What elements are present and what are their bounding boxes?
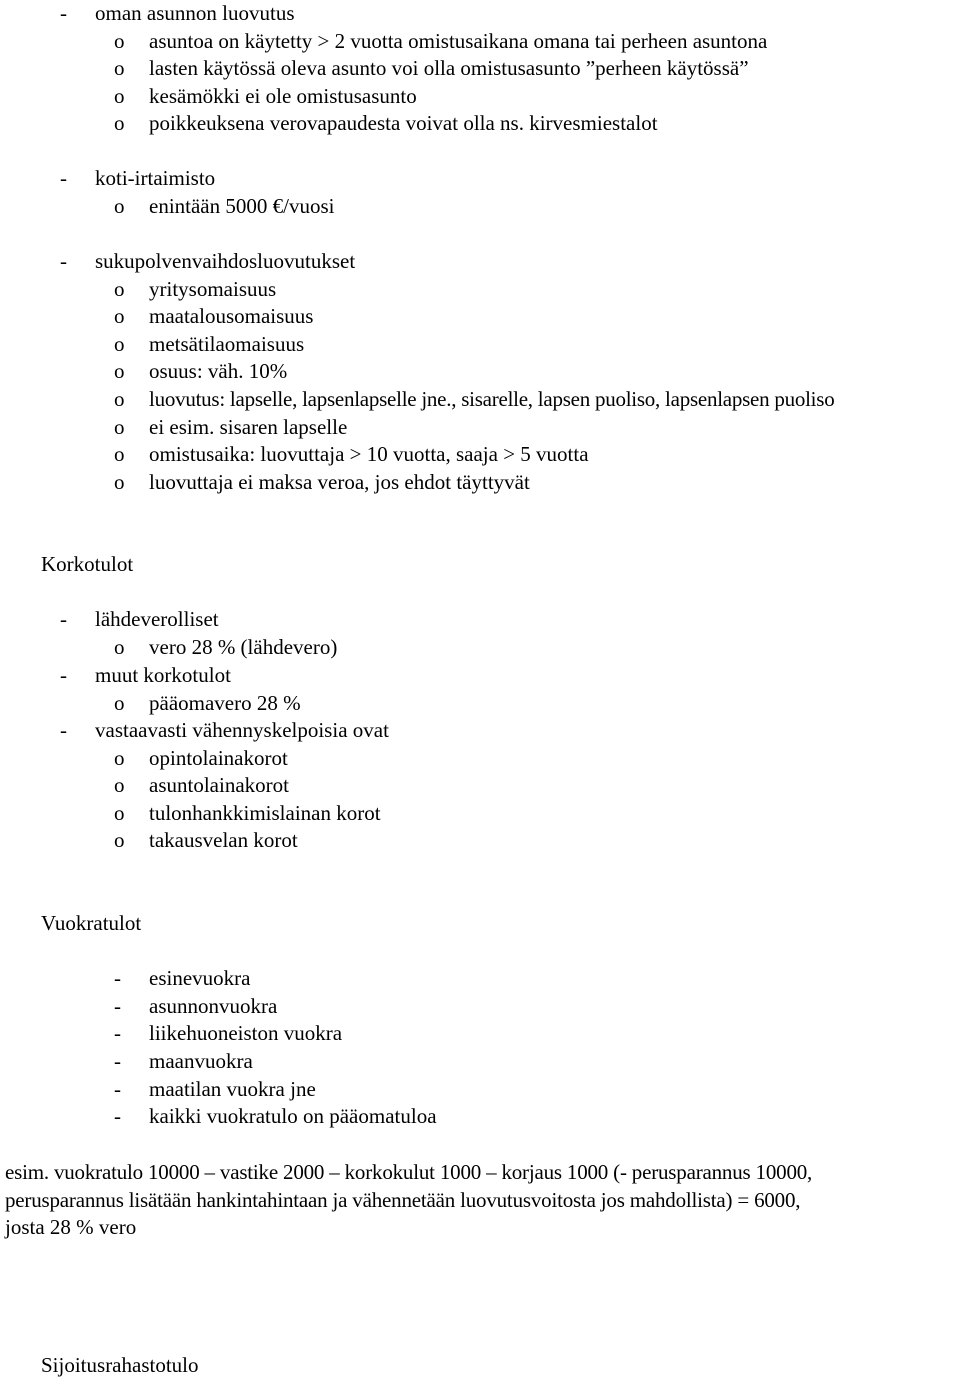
circle-bullet: o — [114, 83, 125, 108]
circle-bullet: o — [114, 442, 125, 467]
circle-bullet: o — [114, 111, 125, 136]
list-item: esinevuokra — [149, 966, 251, 990]
dash-bullet: - — [60, 166, 67, 190]
list-item: maanvuokra — [149, 1049, 253, 1073]
list-item: sukupolvenvaihdosluovutukset — [95, 249, 356, 273]
section-heading: Sijoitusrahastotulo — [41, 1353, 199, 1377]
sub-list-item: pääomavero 28 % — [149, 691, 301, 715]
circle-bullet: o — [114, 773, 125, 797]
sub-list-item: maatalousomaisuus — [149, 304, 314, 329]
sub-list-item: luovutus: lapselle, lapsenlapselle jne., sisarelle, lapsen puoliso, lapsenlapsen puoliso — [149, 387, 835, 411]
circle-bullet: o — [114, 801, 125, 825]
example-paragraph-line: josta 28 % vero — [5, 1215, 137, 1240]
sub-list-item: tulonhankkimislainan korot — [149, 801, 381, 825]
dash-bullet: - — [60, 718, 67, 742]
sub-list-item: asuntoa on käytetty > 2 vuotta omistusaikana omana tai perheen asuntona — [149, 28, 768, 53]
list-item: vastaavasti vähennyskelpoisia ovat — [95, 718, 389, 742]
circle-bullet: o — [114, 276, 125, 301]
list-item: liikehuoneiston vuokra — [149, 1021, 343, 1045]
dash-bullet: - — [114, 994, 121, 1018]
circle-bullet: o — [114, 359, 125, 384]
circle-bullet: o — [114, 691, 125, 715]
circle-bullet: o — [114, 635, 125, 659]
sub-list-item: omistusaika: luovuttaja > 10 vuotta, saaja > 5 vuotta — [149, 442, 589, 467]
sub-list-item: ei esim. sisaren lapselle — [149, 414, 348, 439]
sub-list-item: luovuttaja ei maksa veroa, jos ehdot täyttyvät — [149, 469, 530, 494]
sub-list-item: opintolainakorot — [149, 746, 288, 770]
sub-list-item: metsätilaomaisuus — [149, 331, 305, 356]
list-item: muut korkotulot — [95, 663, 231, 687]
list-item: maatilan vuokra jne — [149, 1077, 316, 1101]
example-paragraph-line: esim. vuokratulo 10000 – vastike 2000 – korkokulut 1000 – korjaus 1000 (- perusparannus 10000, — [5, 1160, 813, 1184]
sub-list-item: kesämökki ei ole omistusasunto — [149, 83, 417, 108]
dash-bullet: - — [60, 1, 67, 25]
dash-bullet: - — [114, 1104, 121, 1128]
sub-list-item: osuus: väh. 10% — [149, 359, 288, 384]
circle-bullet: o — [114, 828, 125, 852]
circle-bullet: o — [114, 469, 125, 494]
dash-bullet: - — [60, 249, 67, 273]
circle-bullet: o — [114, 56, 125, 81]
circle-bullet: o — [114, 746, 125, 770]
section-heading: Vuokratulot — [41, 911, 142, 935]
sub-list-item: takausvelan korot — [149, 828, 298, 852]
sub-list-item: poikkeuksena verovapaudesta voivat olla ns. kirvesmiestalot — [149, 111, 658, 136]
sub-list-item: vero 28 % (lähdevero) — [149, 635, 338, 659]
circle-bullet: o — [114, 387, 125, 411]
circle-bullet: o — [114, 414, 125, 439]
circle-bullet: o — [114, 194, 125, 218]
list-item: koti-irtaimisto — [95, 166, 216, 190]
sub-list-item: yritysomaisuus — [149, 276, 277, 301]
section-heading: Korkotulot — [41, 552, 134, 576]
dash-bullet: - — [114, 1077, 121, 1101]
dash-bullet: - — [60, 663, 67, 687]
circle-bullet: o — [114, 331, 125, 356]
sub-list-item: lasten käytössä oleva asunto voi olla omistusasunto ”perheen käytössä” — [149, 56, 749, 81]
dash-bullet: - — [114, 1021, 121, 1045]
dash-bullet: - — [114, 966, 121, 990]
sub-list-item: asuntolainakorot — [149, 773, 289, 797]
dash-bullet: - — [114, 1049, 121, 1073]
list-item: asunnonvuokra — [149, 994, 278, 1018]
circle-bullet: o — [114, 28, 125, 53]
circle-bullet: o — [114, 304, 125, 329]
dash-bullet: - — [60, 607, 67, 631]
list-item: lähdeverolliset — [95, 607, 219, 631]
sub-list-item: enintään 5000 €/vuosi — [149, 194, 335, 218]
list-item: kaikki vuokratulo on pääomatuloa — [149, 1104, 437, 1128]
example-paragraph-line: perusparannus lisätään hankintahintaan ja vähennetään luovutusvoitosta jos mahdollista) = 6000, — [5, 1187, 801, 1212]
list-item: oman asunnon luovutus — [95, 1, 295, 25]
